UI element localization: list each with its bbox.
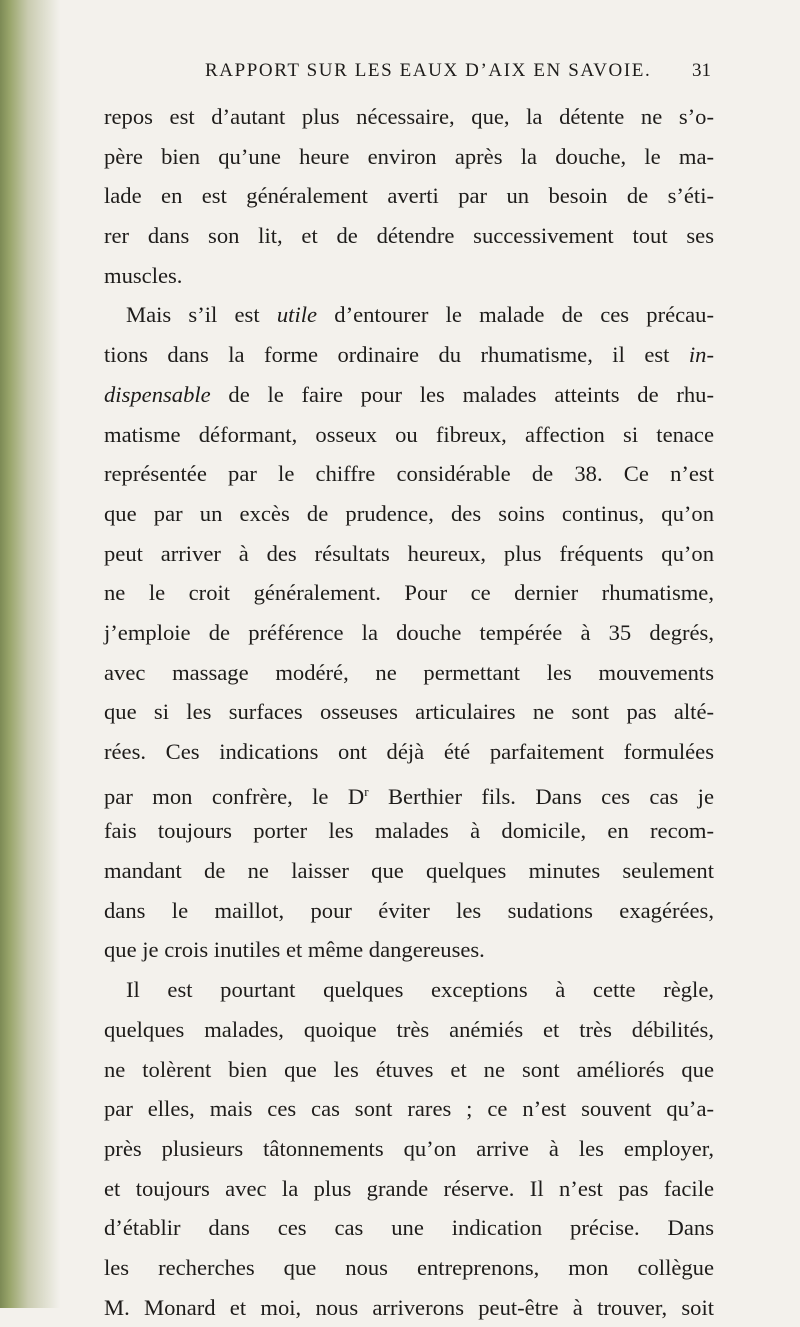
text-line [104, 415, 714, 455]
line-text: muscles. [104, 262, 183, 288]
running-title: RAPPORT SUR LES EAUX D’AIX EN SAVOIE. [205, 60, 652, 81]
line-text: rées. Ces indications ont déjà été parfaitement formulées [104, 739, 714, 764]
text-line [104, 97, 714, 137]
line-text: ne tolèrent bien que les étuves et ne sont améliorés que [104, 1056, 714, 1082]
line-text: tions dans la forme ordinaire du rhumatisme, il est [104, 342, 689, 368]
line-text: près plusieurs tâtonnements qu’on arrive à les employer, [104, 1135, 714, 1161]
line-text: mandant de ne laisser que quelques minutes seulement [104, 858, 714, 884]
line-text: que si les surfaces osseuses articulaires ne sont pas alté- [104, 699, 714, 725]
line-text: repos est d’autant plus nécessaire, que, la détente ne s’o- [104, 104, 714, 129]
line-text: que je crois inutiles et même dangereuses. [104, 937, 485, 963]
line-text: père bien qu’une heure environ après la douche, le ma- [104, 143, 714, 169]
line-text: que par un excès de prudence, des soins continus, qu’on [104, 500, 714, 526]
page-binding-edge [0, 0, 60, 1308]
text-line [104, 1050, 714, 1090]
text-line [104, 891, 714, 931]
italic-text: in- [688, 342, 714, 368]
text-line [104, 1129, 714, 1169]
text-line [104, 772, 714, 812]
running-head [0, 60, 800, 90]
text-line [104, 256, 714, 296]
text-line [104, 1169, 714, 1209]
italic-text: utile [276, 302, 318, 328]
line-text: quelques malades, quoique très anémiés et très débilités, [104, 1016, 714, 1042]
text-line [104, 1089, 714, 1129]
line-text: matisme déformant, osseux ou fibreux, affection si tenace [104, 421, 714, 447]
line-text: dans le maillot, pour éviter les sudations exagérées, [104, 897, 714, 923]
text-line [104, 732, 714, 772]
text-line [104, 930, 714, 970]
body-text [104, 97, 714, 1327]
text-line [104, 851, 714, 891]
line-text: rer dans son lit, et de détendre successivement tout ses [104, 223, 714, 249]
text-line [104, 970, 714, 1010]
text-line [104, 613, 714, 653]
line-text: les recherches que nous entreprenons, mon collègue [104, 1254, 714, 1280]
line-text: et toujours avec la plus grande réserve. Il n’est pas facile [104, 1175, 714, 1201]
text-line [104, 494, 714, 534]
page-number: 31 [692, 60, 711, 81]
line-text: de le faire pour les malades atteints de rhu- [210, 381, 714, 407]
line-text: j’emploie de préférence la douche tempérée à 35 degrés, [104, 619, 714, 645]
line-text: fais toujours porter les malades à domicile, en recom- [104, 818, 714, 844]
line-text: Mais s’il est [126, 302, 277, 328]
text-line [104, 335, 714, 375]
text-line [104, 454, 714, 494]
text-line [104, 692, 714, 732]
line-text: M. Monard et moi, nous arriverons peut-être à trouver, soit [104, 1294, 714, 1320]
line-text: représentée par le chiffre considérable de 38. Ce n’est [104, 461, 714, 487]
superscript-text: r [364, 783, 369, 799]
text-line [104, 653, 714, 693]
text-line [104, 1208, 714, 1248]
line-text: d’entourer le malade de ces précau- [317, 302, 714, 328]
line-text: lade en est généralement averti par un besoin de s’éti- [104, 183, 714, 209]
text-line [104, 176, 714, 216]
line-text: Berthier fils. Dans ces cas je [368, 783, 714, 809]
line-text: peut arriver à des résultats heureux, plus fréquents qu’on [104, 540, 714, 566]
italic-text: dispensable [104, 381, 211, 407]
line-text: Il est pourtant quelques exceptions à cette règle, [126, 977, 714, 1003]
line-text: par elles, mais ces cas sont rares ; ce n’est souvent qu’a- [104, 1096, 714, 1122]
text-line [104, 137, 714, 177]
text-line [104, 811, 714, 851]
text-line [104, 573, 714, 613]
text-line [104, 216, 714, 256]
line-text: ne le croit généralement. Pour ce dernier rhumatisme, [104, 580, 714, 606]
text-line [104, 1288, 714, 1327]
text-line [104, 295, 714, 335]
text-line [104, 1010, 714, 1050]
line-text: avec massage modéré, ne permettant les mouvements [104, 659, 714, 685]
text-line [104, 1248, 714, 1288]
text-line [104, 375, 714, 415]
line-text: par mon confrère, le D [104, 783, 365, 809]
text-line [104, 534, 714, 574]
line-text: d’établir dans ces cas une indication précise. Dans [104, 1215, 714, 1241]
